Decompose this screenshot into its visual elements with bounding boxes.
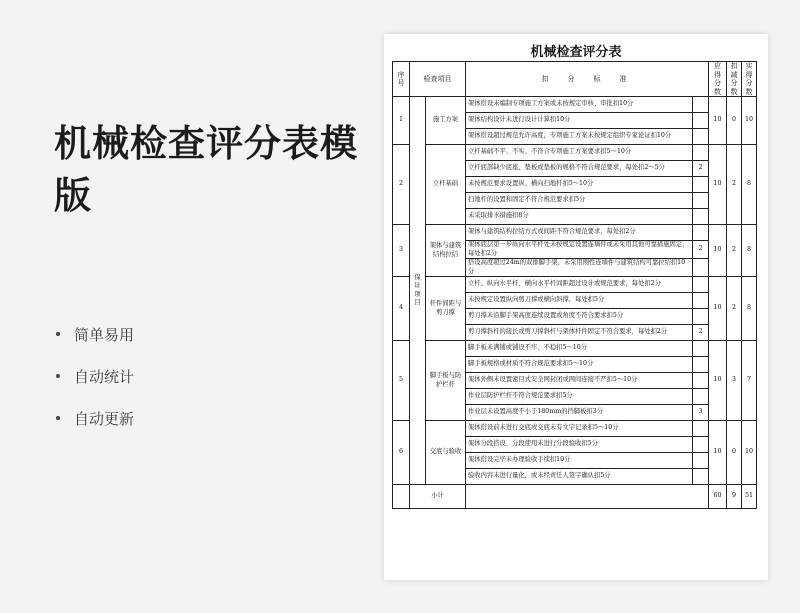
standard-text: 立杆、纵向水平杆、横向水平杆间距超过设计或规范要求，每处扣2分 [466,277,693,293]
standard-text: 剪刀撑未沿脚手架高度连续设置或角度不符合要求扣5分 [466,309,693,325]
standard-text: 立杆底部缺少底座、垫板或垫板的规格不符合规范要求，每处扣2～5分 [466,161,693,177]
template-title: 机械检查评分表模版 [54,122,358,217]
deduction-mark [693,259,709,277]
item-name: 交底与验收 [426,421,466,485]
deduction-mark: 3 [693,405,709,421]
item-name: 架体与建筑结构拉结 [426,225,466,277]
standard-text: 脚手板规格或材质不符合规范要求扣5～10分 [466,357,693,373]
standard-text: 架体底层第一步纵向水平杆处未按规定设置连墙件或未采用其他可靠措施固定，每处扣2分 [466,241,693,259]
item-no: 5 [393,341,410,421]
deduction-mark [693,145,709,161]
deduction-mark [693,209,709,225]
table-row [393,97,757,113]
item-no: 1 [393,97,410,145]
item-no: 2 [393,145,410,225]
deduction-mark [693,373,709,389]
full-score: 10 [709,145,727,225]
subtotal-empty [393,485,410,509]
subtotal-standard-empty [466,485,709,509]
bullet-icon [56,374,60,378]
table-row [393,421,757,437]
actual-score: 10 [742,421,757,485]
actual-score: 8 [742,145,757,225]
deduction-mark [693,129,709,145]
standard-text: 扫地杆的设置和固定不符合规范要求扣5分 [466,193,693,209]
deduction-mark [693,193,709,209]
full-score: 10 [709,277,727,341]
actual-score: 7 [742,341,757,421]
deduction-mark: 2 [693,161,709,177]
document-preview [384,34,768,580]
standard-text: 未按规范要求设置纵、横向扫地杆扣5～10分 [466,177,693,193]
header-no: 序号 [393,62,410,97]
actual-score: 8 [742,277,757,341]
bullet-icon [56,332,60,336]
deduction-mark [693,341,709,357]
standard-text: 作业层防护栏杆不符合规范要求扣5分 [466,389,693,405]
score-table [392,61,757,509]
item-no: 6 [393,421,410,485]
deduction-mark [693,453,709,469]
feature-label: 简单易用 [74,325,135,344]
table-body [393,62,757,509]
deduct-score: 0 [727,97,742,145]
deduction-mark [693,421,709,437]
bullet-icon [56,416,60,420]
deduct-score: 2 [727,277,742,341]
document-title: 机械检查评分表 [530,45,622,60]
subtotal-full: 60 [709,485,727,509]
actual-score: 8 [742,225,757,277]
standard-text: 架体与建筑结构拉结方式或间距不符合规范要求，每处扣2分 [466,225,693,241]
deduction-mark: 2 [693,325,709,341]
table-row [393,277,757,293]
deduct-score: 0 [727,421,742,485]
standard-text: 架体搭设未编制专项施工方案或未按规定审核、审批扣10分 [466,97,693,113]
item-name: 施工方案 [426,97,466,145]
standard-text: 架体分段搭设、分段使用未进行分段验收扣5分 [466,437,693,453]
deduct-score: 3 [727,341,742,421]
deduction-mark [693,277,709,293]
header-deduct: 扣减分数 [727,62,742,97]
deduction-mark [693,389,709,405]
deduct-score: 2 [727,225,742,277]
full-score: 10 [709,421,727,485]
group-label: 保证项目 [410,97,426,485]
feature-label: 自动统计 [74,367,135,386]
deduction-mark [693,293,709,309]
feature-item [56,313,134,355]
standard-text: 架体搭设前未进行交底或交底未有文字记录扣5～10分 [466,421,693,437]
table-row [393,341,757,357]
feature-item [56,355,134,397]
item-name: 脚手板与防护栏杆 [426,341,466,421]
header-actual: 实得分数 [742,62,757,97]
item-name: 杆件间距与剪刀撑 [426,277,466,341]
full-score: 10 [709,97,727,145]
header-standard: 扣 分 标 准 [466,62,709,97]
standard-text: 架体搭设完毕未办理验收手续扣10分 [466,453,693,469]
standard-text: 架体外侧未设置密目式安全网封闭或网间连接不严扣5～10分 [466,373,693,389]
table-row [393,225,757,241]
deduction-mark: 2 [693,241,709,259]
full-score: 10 [709,341,727,421]
actual-score: 10 [742,97,757,145]
deduct-score: 2 [727,145,742,225]
deduction-mark [693,97,709,113]
item-no: 4 [393,277,410,341]
deduction-mark [693,177,709,193]
deduction-mark [693,225,709,241]
item-no: 3 [393,225,410,277]
subtotal-row [393,485,757,509]
standard-text: 架体结构设计未进行设计计算扣10分 [466,113,693,129]
deduction-mark [693,113,709,129]
header-full: 应得分数 [709,62,727,97]
header-item: 检查项目 [410,62,466,97]
standard-text: 未按规定设置纵向剪刀撑或横向斜撑，每处扣5分 [466,293,693,309]
standard-text: 立杆基础不平、不实、不符合专项施工方案要求扣5～10分 [466,145,693,161]
standard-text: 搭设高度超过24m的双排脚手架，未采用刚性连墙件与建筑结构可靠拉结扣10分 [466,259,693,277]
standard-text: 未采取排水措施扣8分 [466,209,693,225]
standard-text: 验收内容未进行量化，或未经责任人签字确认扣5分 [466,469,693,485]
table-header-row [393,62,757,97]
subtotal-actual: 51 [742,485,757,509]
item-name: 立杆基础 [426,145,466,225]
deduction-mark [693,357,709,373]
full-score: 10 [709,225,727,277]
feature-list [56,313,134,439]
table-row [393,145,757,161]
deduction-mark [693,437,709,453]
standard-text: 剪刀撑斜杆的接长或剪刀撑斜杆与架体杆件固定不符合要求，每处扣2分 [466,325,693,341]
subtotal-deduct: 9 [727,485,742,509]
feature-label: 自动更新 [74,409,135,428]
standard-text: 作业层未设置高度不小于180mm的挡脚板扣3分 [466,405,693,421]
deduction-mark [693,469,709,485]
feature-item [56,397,134,439]
standard-text: 脚手板未满铺或铺设不牢、不稳扣5～10分 [466,341,693,357]
standard-text: 架体搭设超过规范允许高度，专项施工方案未按规定组织专家论证扣10分 [466,129,693,145]
deduction-mark [693,309,709,325]
subtotal-label: 小计 [410,485,466,509]
